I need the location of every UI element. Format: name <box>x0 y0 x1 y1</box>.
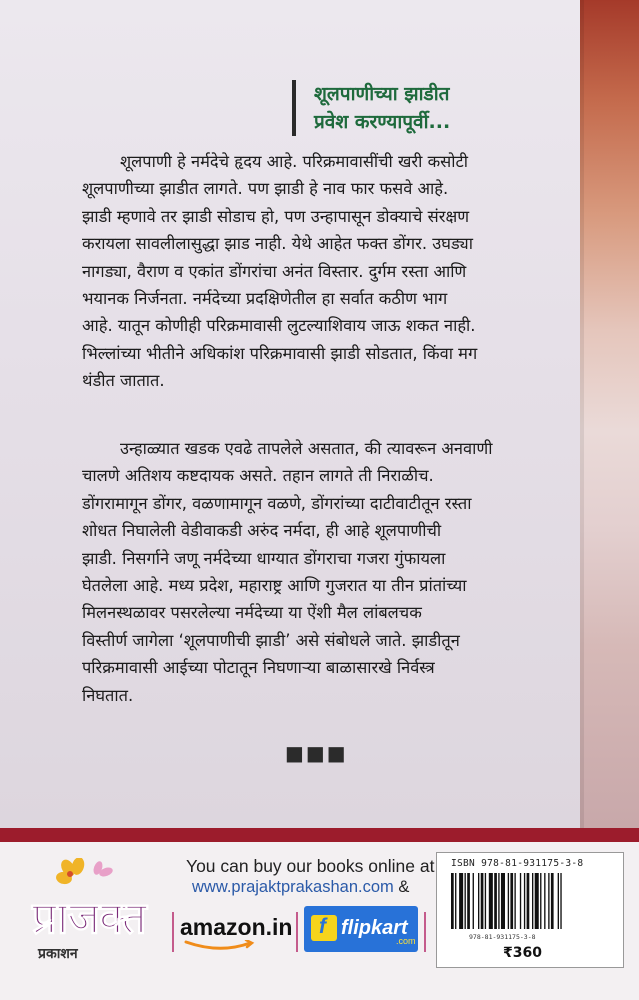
paragraph-line: विस्तीर्ण जागेला ‘शूलपाणीची झाडी’ असे संबोधले जाते. झाडीतून <box>82 630 460 650</box>
section-heading <box>292 80 594 136</box>
price-label: ₹360 <box>503 945 542 961</box>
barcode-stripe <box>481 873 484 929</box>
section-end-mark: ■■■ <box>285 741 348 765</box>
barcode-bars <box>449 873 611 931</box>
barcode-stripe <box>535 873 539 929</box>
divider-line <box>424 912 426 952</box>
barcode-stripe <box>455 873 456 929</box>
heading-line-1: शूलपाणीच्या झाडीत <box>314 83 450 105</box>
website-row <box>192 878 409 897</box>
flipkart-logo[interactable] <box>304 906 418 952</box>
publisher-footer <box>0 842 639 1000</box>
barcode-stripe <box>544 873 545 929</box>
barcode-stripe <box>540 873 541 929</box>
paragraph-line: शूलपाणी हे नर्मदेचे हृदय आहे. परिक्रमावासींची खरी कसोटी <box>120 152 468 171</box>
publisher-subtitle: प्रकाशन <box>38 946 78 962</box>
amazon-label: amazon.in <box>180 914 293 940</box>
barcode-stripe <box>478 873 479 929</box>
barcode-stripe <box>489 873 493 929</box>
barcode-stripe <box>451 873 454 929</box>
barcode-stripe <box>527 873 530 929</box>
paragraph-line: भिल्लांच्या भीतीने अधिकांश परिक्रमावासी झाडी सोडतात, किंवा मग <box>82 343 478 363</box>
barcode-stripe <box>558 873 559 929</box>
paragraph-line: करायला सावलीलासुद्धा झाड नाही. येथे आहेत फक्त डोंगर. उघड्या <box>82 234 473 254</box>
ampersand: & <box>398 878 410 896</box>
flipkart-bag-icon <box>311 915 337 941</box>
paragraph-line: झाडी. निसर्गाने जणू नर्मदेच्या धाग्यात डोंगराचा गजरा गुंफायला <box>82 548 446 568</box>
barcode-stripe <box>560 873 561 929</box>
paragraph-line: शोधत निघालेली वेडीवाकडी अरुंद नर्मदा, ही आहे शूलपाणीची <box>82 521 442 541</box>
barcode-stripe <box>548 873 549 929</box>
paragraph-1 <box>82 148 566 395</box>
barcode <box>436 852 624 968</box>
amazon-logo[interactable] <box>180 910 292 954</box>
paragraph-line: घेतलेला आहे. मध्य प्रदेश, महाराष्ट्र आणि गुजरात या तीन प्रांतांच्या <box>82 575 467 595</box>
barcode-stripe <box>467 873 470 929</box>
paragraph-line: मिलनस्थळावर पसरलेल्या नर्मदेच्या या ऐंशी मैल लांबलचक <box>82 603 422 623</box>
website-link[interactable]: www.prajaktprakashan.com <box>192 878 394 896</box>
isbn-text: ISBN 978-81-931175-3-8 <box>451 858 584 869</box>
flipkart-label: flipkart <box>341 917 408 939</box>
barcode-stripe <box>514 873 515 929</box>
publisher-logo <box>28 858 158 978</box>
heading-line-2: प्रवेश करण्यापूर्वी... <box>314 111 451 133</box>
barcode-stripe <box>524 873 525 929</box>
paragraph-line: चालणे अतिशय कष्टदायक असते. तहान लागते ती निराळीच. <box>82 466 434 486</box>
paragraph-line: भयानक निर्जनता. नर्मदेच्या प्रदक्षिणेतील हा सर्वात कठीण भाग <box>82 288 448 308</box>
barcode-stripe <box>532 873 533 929</box>
buy-online-text: You can buy our books online at <box>186 856 435 876</box>
paragraph-line: उन्हाळ्यात खडक एवढे तापलेले असतात, की त्यावरून अनवाणी <box>120 439 493 458</box>
publisher-name: प्राजक्त <box>32 893 146 944</box>
flipkart-com-label: .com <box>396 936 416 946</box>
paragraph-line: परिक्रमावासी आईच्या पोटातून निघणाऱ्या बाळासारखे निर्वस्त्र <box>82 658 435 678</box>
paragraph-line: आहे. यातून कोणीही परिक्रमावासी लुटल्याशिवाय जाऊ शकत नाही. <box>82 316 476 336</box>
paragraph-line: निघतात. <box>82 685 134 705</box>
barcode-stripe <box>494 873 497 929</box>
barcode-stripe <box>520 873 521 929</box>
divider-line <box>172 912 174 952</box>
barcode-stripe <box>508 873 509 929</box>
paragraph-line: शूलपाणीच्या झाडीत लागते. पण झाडी हे नाव फार फसवे आहे. <box>82 179 449 199</box>
paragraph-line: झाडी म्हणावे तर झाडी सोडाच हो, पण उन्हापासून डोक्याचे संरक्षण <box>82 206 470 226</box>
paragraph-line: डोंगरामागून डोंगर, वळणामागून वळणे, डोंगरांच्या दाटीवाटीतून रस्ता <box>82 493 472 513</box>
barcode-stripe <box>459 873 463 929</box>
divider-line <box>296 912 298 952</box>
amazon-smile-icon <box>184 940 256 952</box>
barcode-stripe <box>473 873 474 929</box>
paragraph-line: थंडीत जातात. <box>82 371 165 391</box>
barcode-stripe <box>465 873 466 929</box>
barcode-stripe <box>501 873 505 929</box>
barcode-stripe <box>485 873 486 929</box>
paragraph-2 <box>82 435 566 709</box>
barcode-stripe <box>510 873 513 929</box>
barcode-stripe <box>551 873 554 929</box>
barcode-stripe <box>498 873 499 929</box>
footer-band <box>0 828 639 842</box>
paragraph-line: नागड्या, वैराण व एकांत डोंगरांचा अनंत विस्तार. दुर्गम रस्ता आणि <box>82 261 467 281</box>
isbn-small-text: 978-81-931175-3-8 <box>469 933 536 941</box>
